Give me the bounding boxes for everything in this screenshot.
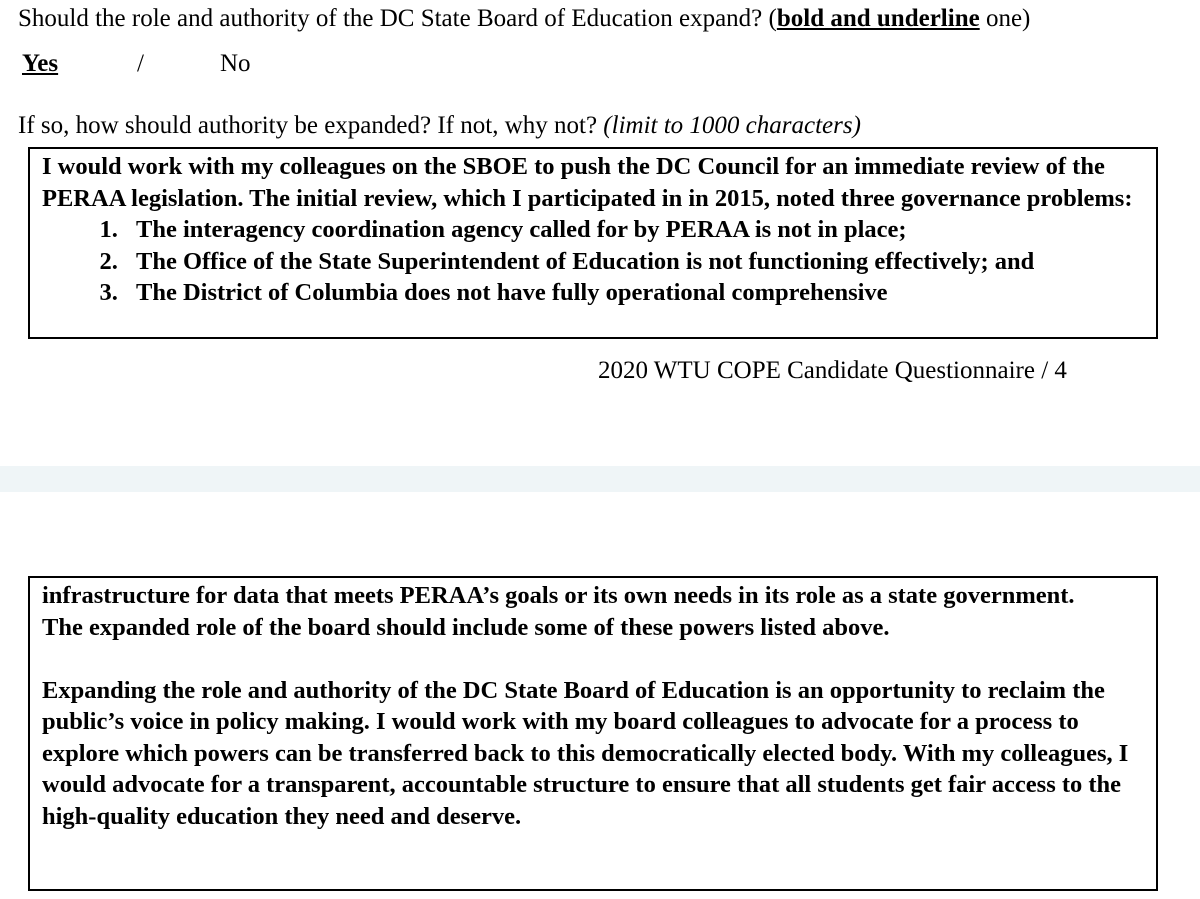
- answer-intro: I would work with my colleagues on the SBOE to push the DC Council for an immediate review of the PERAA legislation. The initial review, which I participated in in 2015, noted three governance problems:: [42, 153, 1133, 212]
- character-limit: (limit to 1000 characters): [603, 112, 861, 139]
- answer-paragraph: Expanding the role and authority of the DC State Board of Education is an opportunity to reclaim the public’s voice in policy making. I would work with my board colleagues to advocate for a process to explore which powers can be transferred back to this democratically elected body. With my colleagues, I would advocate for a transparent, accountable structure to ensure that all students get fair access to the high-quality education they need and deserve.: [42, 676, 1129, 830]
- answer-line: The expanded role of the board should include some of these powers listed above.: [42, 613, 890, 641]
- question-suffix: one): [979, 5, 1031, 32]
- question-text: Should the role and authority of the DC State Board of Education expand? (: [18, 5, 777, 32]
- option-no: No: [220, 50, 251, 77]
- paragraph-gap: [42, 643, 1156, 675]
- option-yes-selected: Yes: [22, 50, 59, 77]
- answer-box-part-1: [28, 147, 1158, 339]
- answer-continuation: infrastructure for data that meets PERAA’s goals or its own needs in its role as a state government.: [42, 582, 1075, 609]
- list-item: 3. The District of Columbia does not have fully operational comprehensive: [124, 277, 1156, 309]
- list-item: 2. The Office of the State Superintendent of Education is not functioning effectively; and: [124, 246, 1156, 278]
- list-item: 1. The interagency coordination agency called for by PERAA is not in place;: [124, 214, 1156, 246]
- question2-text: If so, how should authority be expanded? If not, why not?: [18, 112, 604, 139]
- page-footer: 2020 WTU COPE Candidate Questionnaire / 4: [598, 357, 1067, 384]
- question-how-expanded: [18, 111, 861, 141]
- page-break-divider: [0, 466, 1200, 492]
- option-separator: /: [137, 50, 144, 77]
- question-instruction: bold and underline: [776, 5, 980, 32]
- answer-box-part-2: [28, 576, 1158, 891]
- governance-problems-list: [42, 214, 1156, 309]
- question-expand-authority: [18, 4, 1030, 34]
